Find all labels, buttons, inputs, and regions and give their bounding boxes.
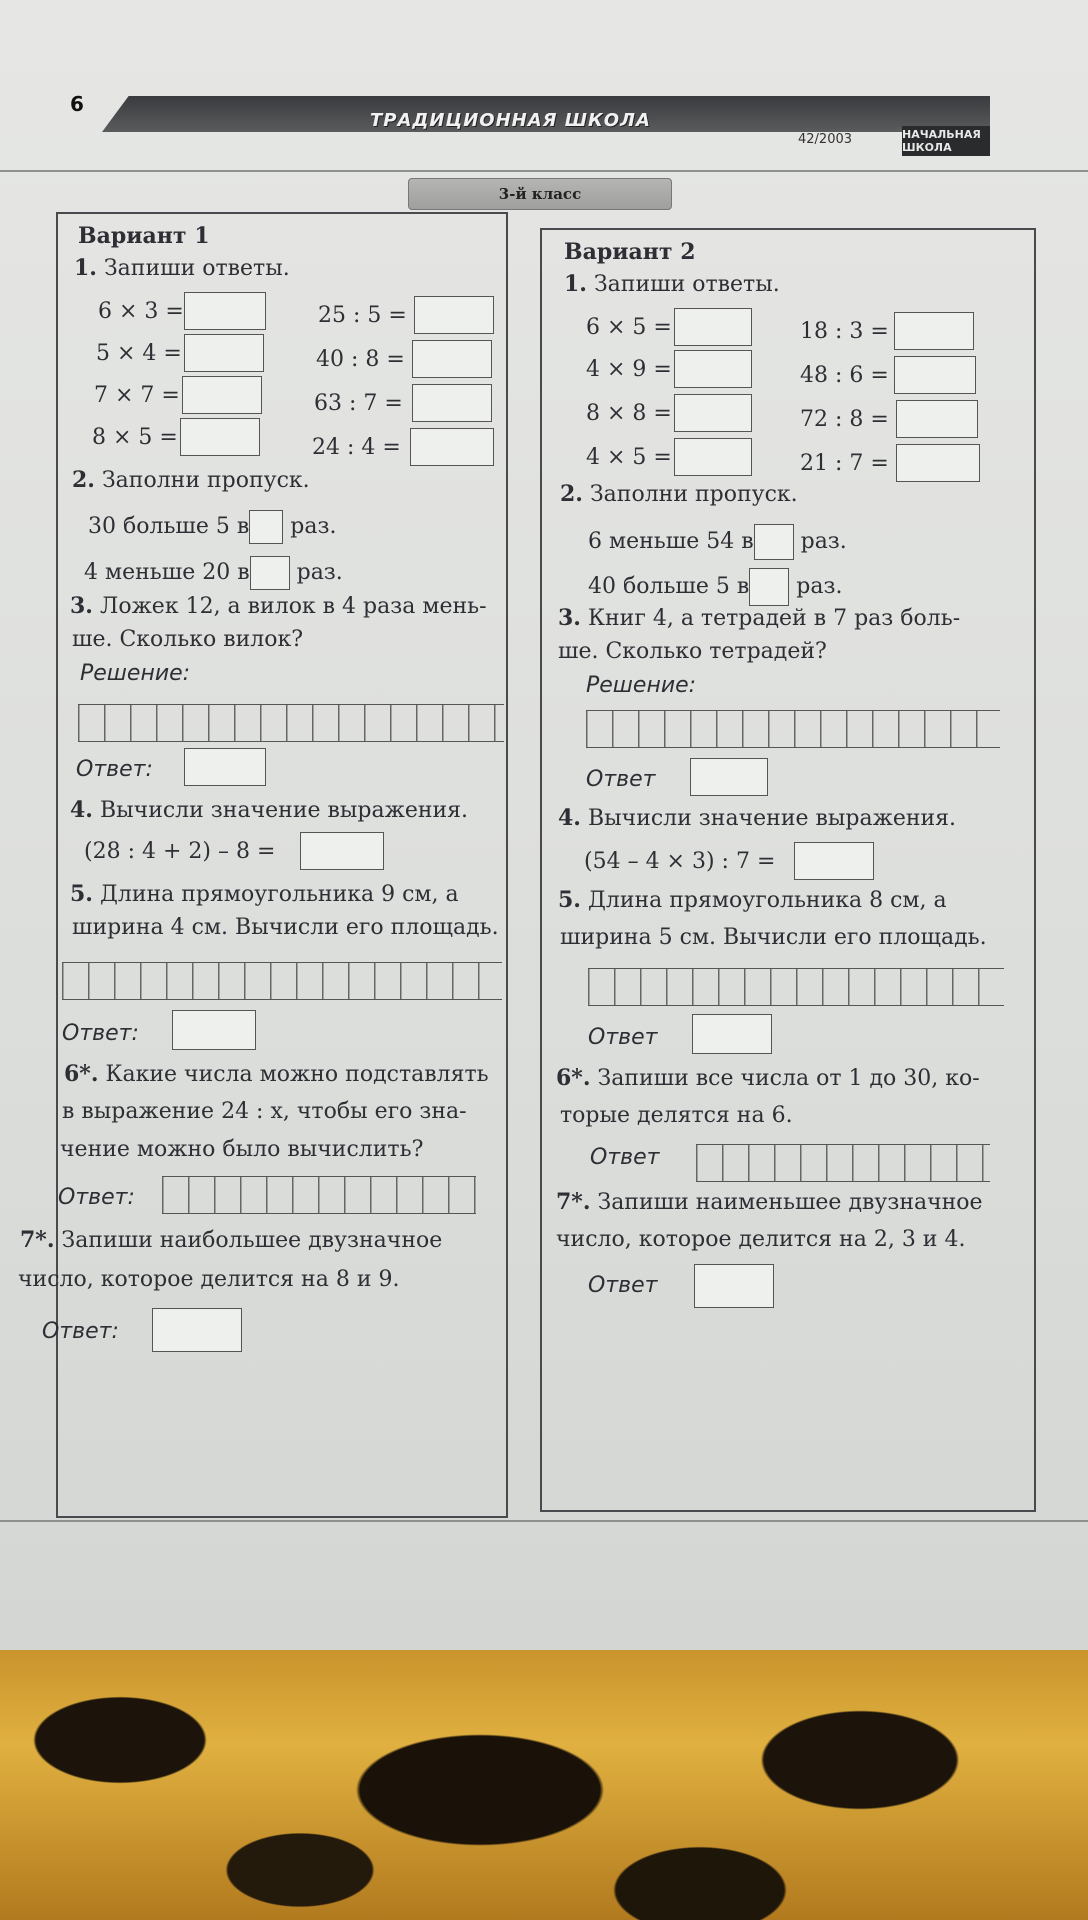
- v1-t2-gap-box-2[interactable]: [250, 556, 290, 590]
- v1-task5-line2: ширина 4 см. Вычисли его площадь.: [72, 915, 499, 940]
- v1-t1-item-8: 24 : 4 =: [312, 435, 401, 460]
- v2-t1-answer-box-4[interactable]: [674, 438, 752, 476]
- v1-t1-item-4: 8 × 5 =: [92, 425, 178, 450]
- v1-task6-line1: [64, 1060, 489, 1089]
- v2-t7-answer-label: Ответ: [588, 1273, 658, 1298]
- v1-t1-item-2: 5 × 4 =: [96, 341, 182, 366]
- v2-task5-text1: Длина прямоугольника 8 см, а: [587, 888, 947, 913]
- v2-t2-line2: [588, 568, 842, 606]
- v2-t2-gap-box-2[interactable]: [749, 568, 789, 606]
- v1-t5-answer-label: Ответ:: [62, 1021, 139, 1046]
- v2-task1-text: Запиши ответы.: [593, 272, 780, 297]
- v2-task4: [558, 804, 956, 833]
- v2-t2-line2-text: 40 больше 5 в: [588, 574, 750, 599]
- v2-t6-answer-grid[interactable]: [696, 1144, 990, 1182]
- v2-t1-item-1: 6 × 5 =: [586, 315, 672, 340]
- v2-t7-answer-box[interactable]: [694, 1264, 774, 1308]
- v2-t5-answer-box[interactable]: [692, 1014, 772, 1054]
- page-number: 6: [70, 92, 84, 116]
- v1-t7-answer-label: Ответ:: [42, 1319, 119, 1344]
- v1-t2-line2-text: 4 меньше 20 в: [84, 560, 250, 585]
- v1-t5-answer-box[interactable]: [172, 1010, 256, 1050]
- v1-t4-answer-box[interactable]: [300, 832, 384, 870]
- v2-task1-number: 1.: [564, 271, 587, 297]
- v1-t1-answer-box-3[interactable]: [182, 376, 262, 414]
- v1-task1-text: Запиши ответы.: [103, 256, 290, 281]
- v1-task2: [72, 466, 310, 495]
- v2-task7-line2: число, которое делится на 2, 3 и 4.: [556, 1227, 966, 1252]
- v1-t3-solution-grid[interactable]: [78, 704, 504, 742]
- v2-title: Вариант 2: [564, 239, 696, 265]
- grade-label: 3-й класс: [408, 178, 672, 210]
- v2-t6-answer-label: Ответ: [590, 1145, 660, 1170]
- v1-task6-text1: Какие числа можно подставлять: [105, 1062, 489, 1087]
- v1-task3-line1: [70, 592, 487, 621]
- v1-title: Вариант 1: [78, 223, 210, 249]
- v2-task3-line1: [558, 604, 960, 633]
- v2-task1: [564, 270, 780, 299]
- v1-task5-number: 5.: [70, 881, 93, 907]
- v1-t4-expression: (28 : 4 + 2) – 8 =: [84, 839, 276, 864]
- v1-t3-answer-box[interactable]: [184, 748, 266, 786]
- v2-t2-line1: [588, 524, 847, 560]
- v2-task4-text: Вычисли значение выражения.: [587, 806, 957, 831]
- v1-t6-answer-grid[interactable]: [162, 1176, 476, 1214]
- v1-t1-item-7: 63 : 7 =: [314, 391, 403, 416]
- v1-task4-number: 4.: [70, 797, 93, 823]
- v2-task5-line1: [558, 886, 947, 915]
- v1-task7-number: 7*.: [20, 1227, 55, 1253]
- v1-t1-answer-box-8[interactable]: [410, 428, 494, 466]
- v1-t7-answer-box[interactable]: [152, 1308, 242, 1352]
- v2-task3-number: 3.: [558, 605, 581, 631]
- v2-task4-number: 4.: [558, 805, 581, 831]
- v2-task2: [560, 480, 798, 509]
- v2-t1-item-6: 48 : 6 =: [800, 363, 889, 388]
- v2-t1-item-3: 8 × 8 =: [586, 401, 672, 426]
- page-bottom-rule: [0, 1520, 1088, 1522]
- header-rule: [0, 170, 1088, 172]
- v2-t2-raz-2: раз.: [796, 574, 843, 599]
- v1-t1-item-1: 6 × 3 =: [98, 299, 184, 324]
- v1-task4-text: Вычисли значение выражения.: [99, 798, 469, 823]
- v1-t2-raz-1: раз.: [290, 514, 337, 539]
- issue-number: 42/2003: [798, 132, 853, 147]
- v1-task6-line3: чение можно было вычислить?: [60, 1137, 424, 1162]
- v2-task2-number: 2.: [560, 481, 583, 507]
- v1-task2-number: 2.: [72, 467, 95, 493]
- v2-t1-answer-box-6[interactable]: [894, 356, 976, 394]
- v2-t5-answer-label: Ответ: [588, 1025, 658, 1050]
- v2-t1-answer-box-8[interactable]: [896, 444, 980, 482]
- v2-task7-line1: [556, 1188, 983, 1217]
- v2-task5-number: 5.: [558, 887, 581, 913]
- v1-t5-solution-grid[interactable]: [62, 962, 502, 1000]
- v1-task2-text: Заполни пропуск.: [101, 468, 310, 493]
- v2-t3-answer-box[interactable]: [690, 758, 768, 796]
- v1-task6-line2: в выражение 24 : x, чтобы его зна-: [62, 1099, 467, 1124]
- v1-task5-line1: [70, 880, 459, 909]
- v1-t2-gap-box-1[interactable]: [249, 510, 283, 544]
- v2-task6-line2: торые делятся на 6.: [560, 1103, 793, 1128]
- v2-t3-answer-label: Ответ: [586, 767, 656, 792]
- v1-t1-item-6: 40 : 8 =: [316, 347, 405, 372]
- v2-task6-text1: Запиши все числа от 1 до 30, ко-: [597, 1066, 980, 1091]
- v2-t3-solution-grid[interactable]: [586, 710, 1000, 748]
- v1-t2-line1: [88, 510, 336, 544]
- v2-t2-raz-1: раз.: [800, 529, 847, 554]
- v1-t1-item-5: 25 : 5 =: [318, 303, 407, 328]
- v2-t1-answer-box-3[interactable]: [674, 394, 752, 432]
- journal-logo: НАЧАЛЬНАЯ ШКОЛА: [902, 126, 990, 156]
- v1-task7-line2: число, которое делится на 8 и 9.: [18, 1267, 400, 1292]
- v2-t4-answer-box[interactable]: [794, 842, 874, 880]
- v2-t1-item-8: 21 : 7 =: [800, 451, 889, 476]
- v2-t3-solution-label: Решение:: [586, 673, 697, 698]
- v1-task6-number: 6*.: [64, 1061, 99, 1087]
- v2-t1-item-5: 18 : 3 =: [800, 319, 889, 344]
- v2-t1-item-4: 4 × 5 =: [586, 445, 672, 470]
- v1-t1-answer-box-2[interactable]: [184, 334, 264, 372]
- v2-t5-solution-grid[interactable]: [588, 968, 1004, 1006]
- v2-t1-answer-box-7[interactable]: [896, 400, 978, 438]
- v2-task3-line2: ше. Сколько тетрадей?: [558, 639, 827, 664]
- v2-task5-line2: ширина 5 см. Вычисли его площадь.: [560, 925, 987, 950]
- v2-task6-number: 6*.: [556, 1065, 591, 1091]
- background-fabric: [0, 1650, 1088, 1920]
- v2-task6-line1: [556, 1064, 980, 1093]
- v2-task7-text1: Запиши наименьшее двузначное: [597, 1190, 983, 1215]
- journal-header: [70, 92, 990, 172]
- v2-t1-answer-box-5[interactable]: [894, 312, 974, 350]
- v1-t1-answer-box-6[interactable]: [412, 340, 492, 378]
- v1-task5-text1: Длина прямоугольника 9 см, а: [99, 882, 459, 907]
- v2-t2-line1-text: 6 меньше 54 в: [588, 529, 754, 554]
- v1-t2-line2: [84, 556, 343, 590]
- v1-t6-answer-label: Ответ:: [58, 1185, 135, 1210]
- v1-t1-item-3: 7 × 7 =: [94, 383, 180, 408]
- v1-task7-text1: Запиши наибольшее двузначное: [61, 1228, 443, 1253]
- v1-task1-number: 1.: [74, 255, 97, 281]
- v2-t4-expression: (54 – 4 × 3) : 7 =: [584, 849, 776, 874]
- v1-t2-raz-2: раз.: [296, 560, 343, 585]
- v1-t1-answer-box-4[interactable]: [180, 418, 260, 456]
- v1-task7-line1: [20, 1226, 442, 1255]
- v1-t2-line1-text: 30 больше 5 в: [88, 514, 250, 539]
- v1-t3-solution-label: Решение:: [80, 661, 191, 686]
- v1-task3-text1: Ложек 12, а вилок в 4 раза мень-: [99, 594, 487, 619]
- v1-task4: [70, 796, 468, 825]
- v2-task7-number: 7*.: [556, 1189, 591, 1215]
- v2-t1-answer-box-1[interactable]: [674, 308, 752, 346]
- v1-t1-answer-box-5[interactable]: [414, 296, 494, 334]
- v1-task3-line2: ше. Сколько вилок?: [72, 627, 304, 652]
- v1-t3-answer-label: Ответ:: [76, 757, 153, 782]
- v2-task2-text: Заполни пропуск.: [589, 482, 798, 507]
- v2-task3-text1: Книг 4, а тетрадей в 7 раз боль-: [587, 606, 961, 631]
- v1-t1-answer-box-7[interactable]: [412, 384, 492, 422]
- v2-t1-item-2: 4 × 9 =: [586, 357, 672, 382]
- v1-t1-answer-box-1[interactable]: [184, 292, 266, 330]
- v2-t1-answer-box-2[interactable]: [674, 350, 752, 388]
- v1-task3-number: 3.: [70, 593, 93, 619]
- v2-t2-gap-box-1[interactable]: [754, 524, 794, 560]
- v2-t1-item-7: 72 : 8 =: [800, 407, 889, 432]
- journal-title: ТРАДИЦИОННАЯ ШКОЛА: [370, 110, 651, 131]
- v1-task1: [74, 254, 290, 283]
